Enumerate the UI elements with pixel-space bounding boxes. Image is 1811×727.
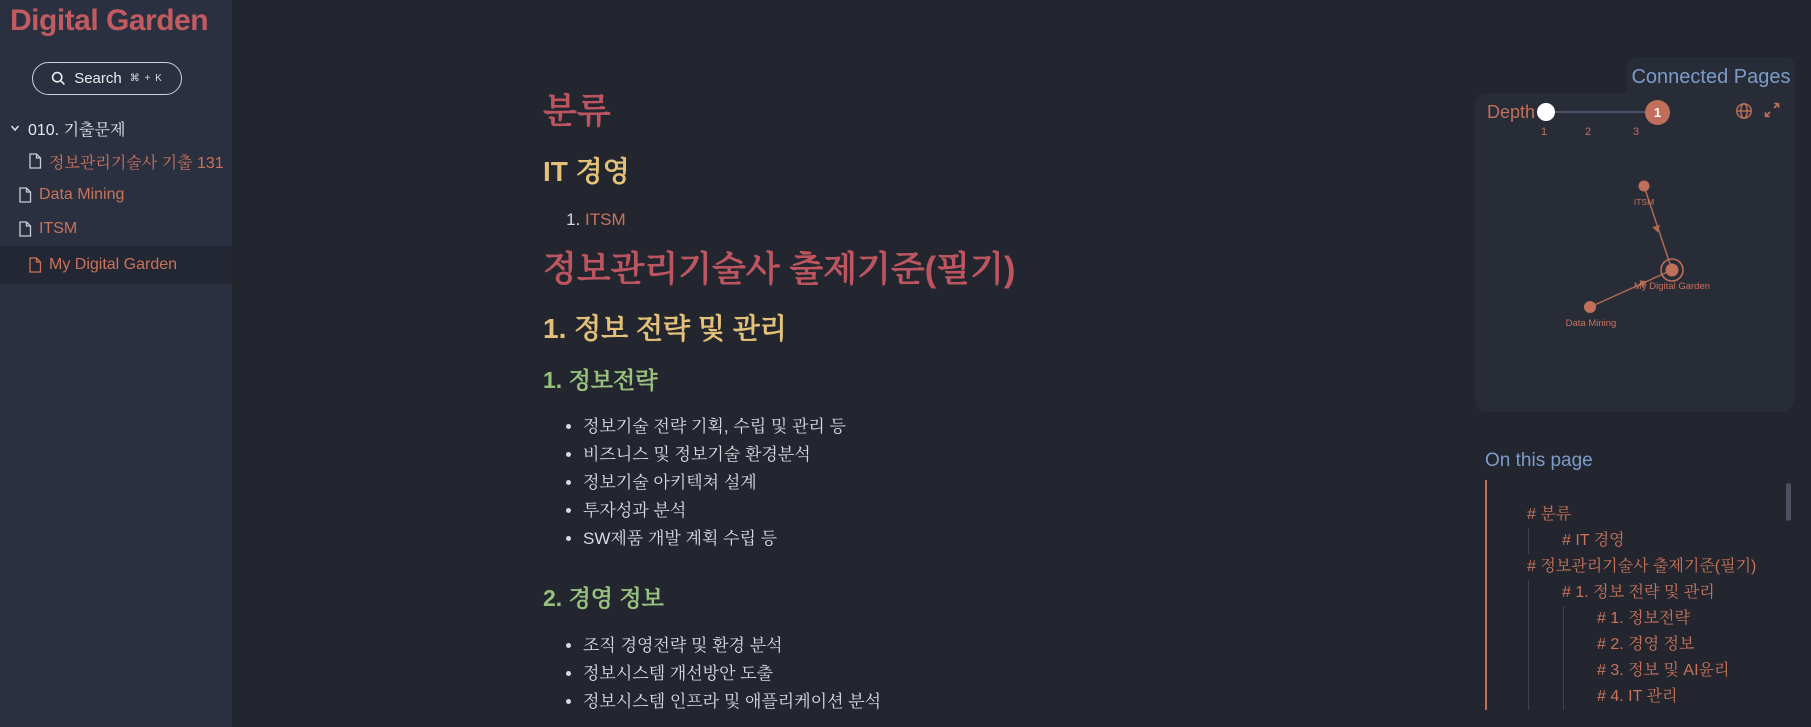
heading-exam-criteria: 정보관리기술사 출제기준(필기) (543, 250, 1016, 290)
list-item: • 조직 경영전략 및 환경 분석 (583, 632, 1323, 660)
sidebar-item-gichul-131[interactable] (0, 144, 232, 178)
graph-node-data-mining[interactable] (1584, 301, 1596, 313)
graph-node-my-digital-garden[interactable] (1666, 264, 1679, 277)
toc-link-sub-3[interactable]: # 3. 정보 및 AI윤리 (1597, 662, 1730, 679)
toc-link-category[interactable]: # 분류 (1527, 506, 1572, 523)
depth-value-badge: 1 (1645, 100, 1670, 125)
file-label: 정보관리기술사 기출 131 (49, 154, 224, 172)
site-title: Digital Garden (10, 4, 209, 37)
toc-item (1527, 502, 1797, 554)
heading-sub-1: 1. 정보전략 (543, 366, 658, 393)
depth-slider-thumb[interactable] (1537, 103, 1555, 121)
toc-item (1597, 632, 1797, 658)
depth-tick-1: 1 (1541, 126, 1548, 138)
graph-node-label: My Digital Garden (1633, 281, 1711, 292)
edge-arrow-icon (1652, 225, 1662, 234)
graph-node-label: ITSM (1633, 197, 1655, 207)
list-item (585, 210, 1323, 230)
toc-link-sub-4[interactable]: # 4. IT 관리 (1597, 688, 1678, 705)
file-label: Data Mining (39, 186, 125, 203)
list-item: • 비즈니스 및 정보기술 환경분석 (583, 441, 1323, 469)
file-icon (18, 221, 32, 237)
list-item: • 정보시스템 개선방안 도출 (583, 660, 1323, 688)
file-icon (28, 257, 42, 273)
file-icon (18, 187, 32, 203)
toc-item (1562, 580, 1797, 710)
depth-tick-3: 3 (1633, 126, 1640, 138)
depth-tick-2: 2 (1585, 126, 1592, 138)
file-icon (28, 153, 42, 169)
search-label: Search (74, 70, 122, 87)
toc-item (1562, 528, 1797, 554)
note-content (543, 0, 1323, 716)
list-item: • 투자성과 분석 (583, 497, 1323, 525)
sidebar (0, 0, 232, 727)
connected-pages-tab: Connected Pages (1627, 57, 1795, 101)
graph-panel (1475, 93, 1795, 412)
search-icon (51, 71, 66, 86)
toc-title: On this page (1485, 450, 1593, 471)
list-item: • SW제품 개발 계획 수립 등 (583, 525, 1323, 553)
file-label: ITSM (39, 220, 78, 237)
sidebar-item-itsm[interactable] (0, 212, 232, 246)
search-button[interactable] (32, 62, 182, 95)
sidebar-item-data-mining[interactable] (0, 178, 232, 212)
toc-list (1485, 480, 1797, 710)
toc-item (1527, 554, 1797, 710)
category-list (543, 210, 1323, 230)
folder-label: 010. 기출문제 (28, 121, 126, 139)
local-graph (1475, 93, 1795, 412)
toc-link-section-1[interactable]: # 1. 정보 전략 및 관리 (1562, 584, 1715, 601)
toc-scrollbar-thumb[interactable] (1786, 483, 1791, 521)
graph-node-label: Data Mining (1565, 318, 1617, 329)
list-item: • 정보기술 전략 기획, 수립 및 관리 등 (583, 413, 1323, 441)
chevron-down-icon (9, 122, 21, 134)
heading-it-management: IT 경영 (543, 156, 630, 188)
bullet-list-1 (543, 413, 1323, 553)
toc-item (1597, 658, 1797, 684)
toc-link-sub-2[interactable]: # 2. 경영 정보 (1597, 636, 1695, 653)
on-this-page (1485, 450, 1797, 710)
link-itsm[interactable]: ITSM (585, 210, 626, 230)
sidebar-folder-010[interactable] (0, 112, 232, 144)
graph-node-itsm[interactable] (1639, 181, 1650, 192)
toc-link-sub-1[interactable]: # 1. 정보전략 (1597, 610, 1690, 627)
toc-link-exam-criteria[interactable]: # 정보관리기술사 출제기준(필기) (1527, 558, 1757, 575)
toc-item (1597, 606, 1797, 632)
heading-category: 분류 (543, 92, 611, 131)
search-shortcut: ⌘ + K (129, 73, 163, 84)
heading-section-1: 1. 정보 전략 및 관리 (543, 312, 787, 344)
toc-item (1597, 684, 1797, 710)
file-tree (0, 112, 232, 284)
list-item: • 정보기술 아키텍쳐 설계 (583, 469, 1323, 497)
file-label: My Digital Garden (49, 256, 178, 273)
heading-sub-2: 2. 경영 정보 (543, 585, 664, 612)
depth-label: Depth (1487, 102, 1536, 122)
bullet-list-2 (543, 632, 1323, 716)
sidebar-item-my-digital-garden[interactable] (0, 246, 232, 284)
toc-link-it-management[interactable]: # IT 경영 (1562, 532, 1625, 549)
list-item: • 정보시스템 인프라 및 애플리케이션 분석 (583, 688, 1323, 716)
